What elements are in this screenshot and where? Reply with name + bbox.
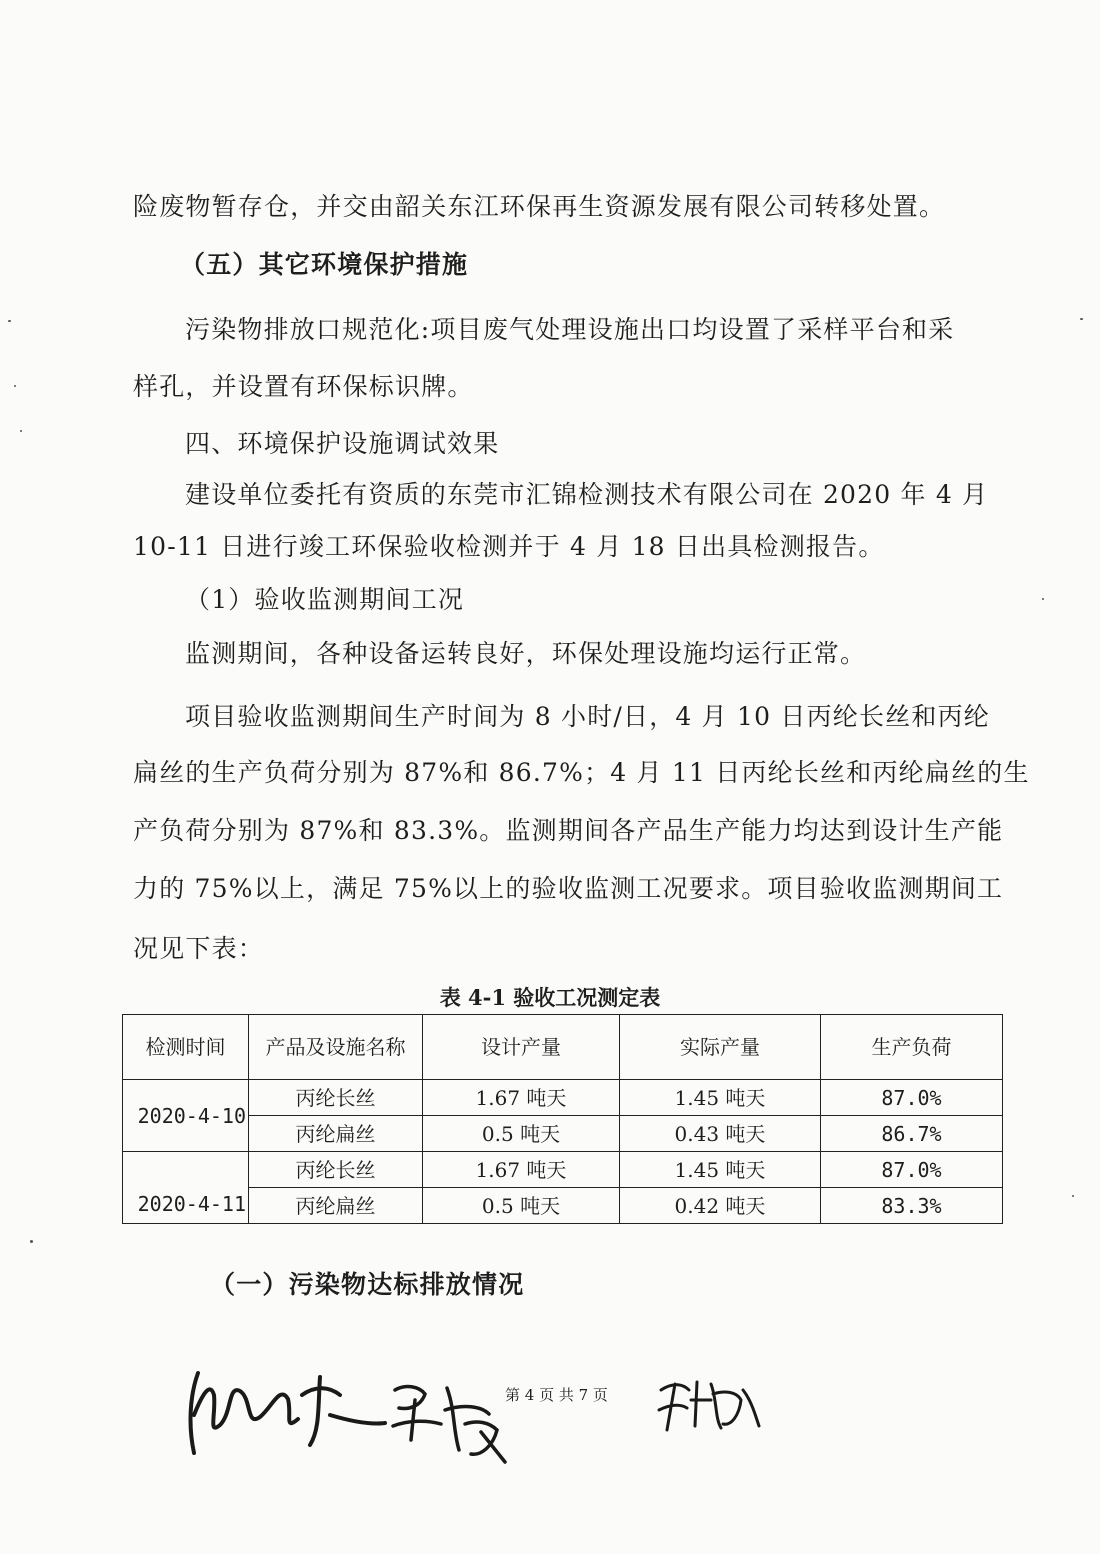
heading-section-four: 四、环境保护设施调试效果 — [185, 429, 500, 458]
design-output-cell: 1.67 吨天 — [423, 1080, 620, 1116]
header-actual-output: 实际产量 — [620, 1015, 821, 1080]
table-row — [123, 1116, 1003, 1152]
paragraph-outlet-line2: 样孔，并设置有环保标识牌。 — [133, 372, 474, 401]
paragraph-load-line5: 况见下表： — [133, 934, 265, 963]
paragraph-commission-line2: 10-11 日进行竣工环保验收检测并于 4 月 18 日出具检测报告。 — [133, 532, 885, 561]
scan-speck — [1072, 1195, 1074, 1197]
signature-3 — [655, 1370, 765, 1440]
actual-output-cell: 1.45 吨天 — [620, 1152, 821, 1188]
signature-2 — [385, 1370, 515, 1470]
design-output-cell: 0.5 吨天 — [423, 1188, 620, 1224]
load-cell: 86.7% — [821, 1116, 1003, 1152]
scan-speck — [1042, 598, 1044, 600]
paragraph-load-line3: 产负荷分别为 87%和 83.3%。监测期间各产品生产能力均达到设计生产能 — [133, 816, 1004, 845]
header-design-output: 设计产量 — [423, 1015, 620, 1080]
paragraph-load-line4: 力的 75%以上，满足 75%以上的验收监测工况要求。项目验收监测期间工 — [133, 874, 1004, 903]
table-row — [123, 1080, 1003, 1116]
page-number-label: 第 4 页 共 7 页 — [505, 1386, 608, 1404]
actual-output-cell: 0.42 吨天 — [620, 1188, 821, 1224]
scan-speck — [20, 430, 22, 432]
header-production-load: 生产负荷 — [821, 1015, 1003, 1080]
paragraph-equipment-status: 监测期间，各种设备运转良好，环保处理设施均运行正常。 — [185, 639, 867, 668]
actual-output-cell: 1.45 吨天 — [620, 1080, 821, 1116]
product-cell: 丙纶长丝 — [249, 1152, 423, 1188]
scan-speck — [8, 320, 11, 322]
design-output-cell: 1.67 吨天 — [423, 1152, 620, 1188]
table-row — [123, 1152, 1003, 1188]
working-conditions-table — [122, 1014, 1003, 1224]
subheading-working-conditions: （1）验收监测期间工况 — [185, 585, 465, 614]
product-cell: 丙纶扁丝 — [249, 1116, 423, 1152]
date-cell: 2020-4-10 — [123, 1080, 249, 1152]
signature-1 — [180, 1355, 390, 1465]
paragraph-load-line2: 扁丝的生产负荷分别为 87%和 86.7%；4 月 11 日丙纶长丝和丙纶扁丝的生 — [133, 758, 1030, 787]
load-cell: 83.3% — [821, 1188, 1003, 1224]
product-cell: 丙纶扁丝 — [249, 1188, 423, 1224]
table-header-row — [123, 1015, 1003, 1080]
heading-other-measures: （五）其它环境保护措施 — [180, 250, 469, 279]
product-cell: 丙纶长丝 — [249, 1080, 423, 1116]
paragraph-commission-line1: 建设单位委托有资质的东莞市汇锦检测技术有限公司在 2020 年 4 月 — [185, 480, 989, 509]
scan-speck — [1080, 318, 1083, 320]
header-product-name: 产品及设施名称 — [249, 1015, 423, 1080]
paragraph-hazardous-waste: 险废物暂存仓，并交由韶关东江环保再生资源发展有限公司转移处置。 — [133, 192, 946, 221]
load-cell: 87.0% — [821, 1080, 1003, 1116]
paragraph-load-line1: 项目验收监测期间生产时间为 8 小时/日，4 月 10 日丙纶长丝和丙纶 — [185, 702, 990, 731]
load-cell: 87.0% — [821, 1152, 1003, 1188]
paragraph-outlet-line1: 污染物排放口规范化:项目废气处理设施出口均设置了采样平台和采 — [185, 315, 955, 344]
actual-output-cell: 0.43 吨天 — [620, 1116, 821, 1152]
header-test-time: 检测时间 — [123, 1015, 249, 1080]
heading-pollutant-compliance: （一）污染物达标排放情况 — [210, 1270, 525, 1299]
table-caption: 表 4-1 验收工况测定表 — [439, 985, 661, 1010]
scan-speck — [30, 1240, 33, 1243]
table-row — [123, 1188, 1003, 1224]
date-cell: 2020-4-11 — [123, 1152, 249, 1224]
scan-speck — [14, 385, 16, 387]
design-output-cell: 0.5 吨天 — [423, 1116, 620, 1152]
